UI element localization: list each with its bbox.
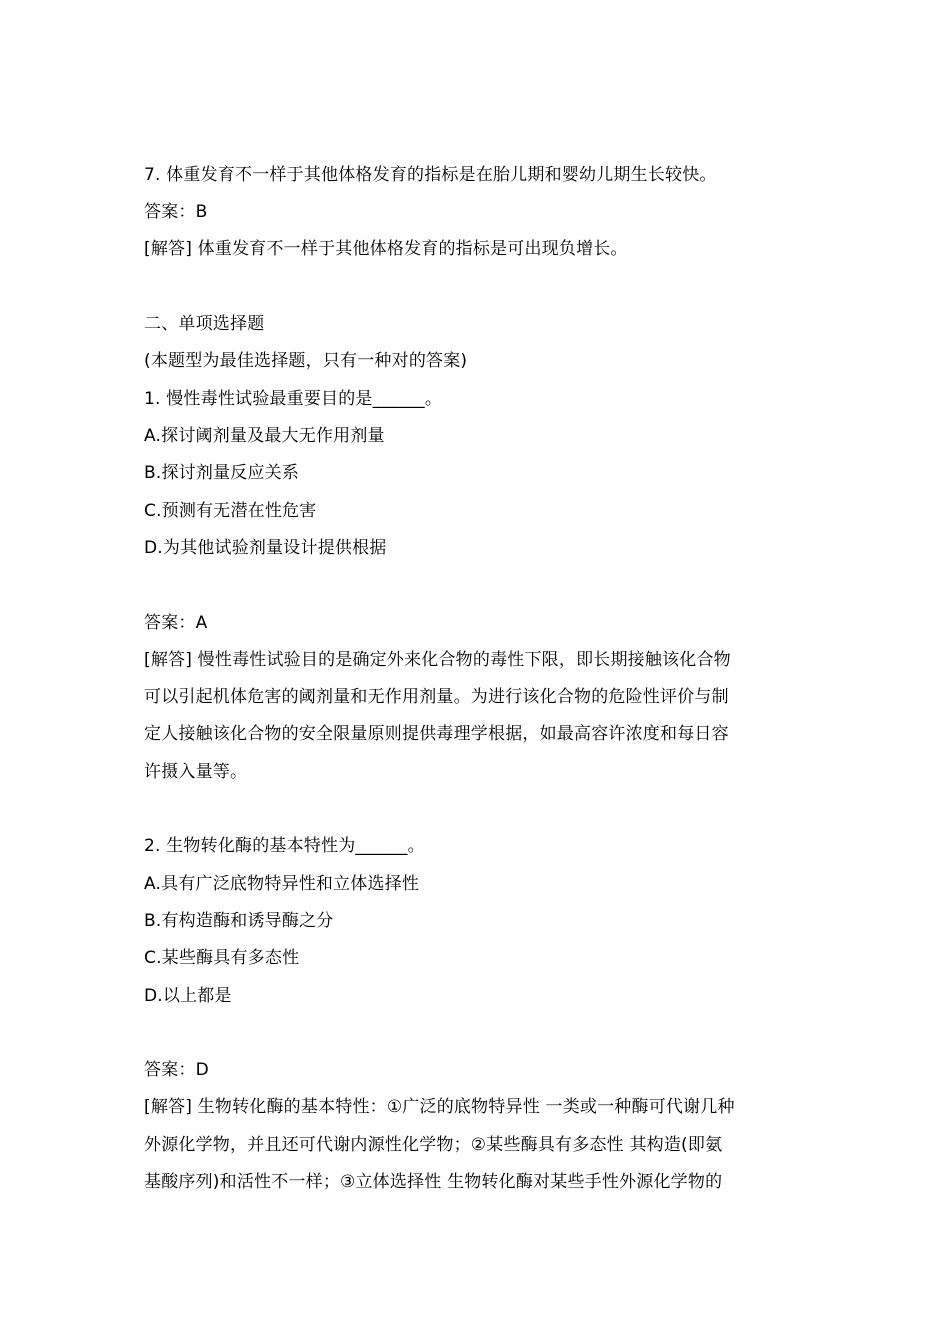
- q2-option-d: D.以上都是: [144, 986, 232, 1006]
- q2-explanation-line: 外源化学物，并且还可代谢内源性化学物；②某些酶具有多态性 其构造(即氨: [144, 1135, 723, 1155]
- q1-explanation-line: 许摄入量等。: [144, 762, 248, 782]
- q1-option-c: C.预测有无潜在性危害: [144, 501, 317, 521]
- q1-explanation-line: [解答] 慢性毒性试验目的是确定外来化合物的毒性下限，即长期接触该化合物: [144, 650, 731, 670]
- q2-explanation-line: 基酸序列)和活性不一样；③立体选择性 生物转化酶对某些手性外源化学物的: [144, 1172, 723, 1192]
- q1-option-b: B.探讨剂量反应关系: [144, 463, 300, 483]
- q1-answer: 答案：A: [144, 613, 208, 633]
- q1-explanation-line: 可以引起机体危害的阈剂量和无作用剂量。为进行该化合物的危险性评价与制: [144, 687, 729, 707]
- section-title: 二、单项选择题: [144, 314, 265, 334]
- q2-option-a: A.具有广泛底物特异性和立体选择性: [144, 874, 420, 894]
- q7-explanation: [解答] 体重发育不一样于其他体格发育的指标是可出现负增长。: [144, 239, 628, 259]
- q2-option-c: C.某些酶具有多态性: [144, 948, 300, 968]
- section-note: (本题型为最佳选择题，只有一种对的答案): [144, 351, 468, 371]
- q1-option-d: D.为其他试验剂量设计提供根据: [144, 538, 387, 558]
- q1-question: 1. 慢性毒性试验最重要目的是______。: [144, 389, 443, 409]
- q2-explanation-line: [解答] 生物转化酶的基本特性：①广泛的底物特异性 一类或一种酶可代谢几种: [144, 1097, 735, 1117]
- q2-option-b: B.有构造酶和诱导酶之分: [144, 911, 334, 931]
- q7-answer: 答案：B: [144, 202, 208, 222]
- q1-option-a: A.探讨阈剂量及最大无作用剂量: [144, 426, 385, 446]
- q2-answer: 答案：D: [144, 1060, 209, 1080]
- q7-question: 7. 体重发育不一样于其他体格发育的指标是在胎儿期和婴幼儿期生长较快。: [144, 165, 717, 185]
- q1-explanation-line: 定人接触该化合物的安全限量原则提供毒理学根据，如最高容许浓度和每日容: [144, 724, 729, 744]
- q2-question: 2. 生物转化酶的基本特性为______。: [144, 836, 425, 856]
